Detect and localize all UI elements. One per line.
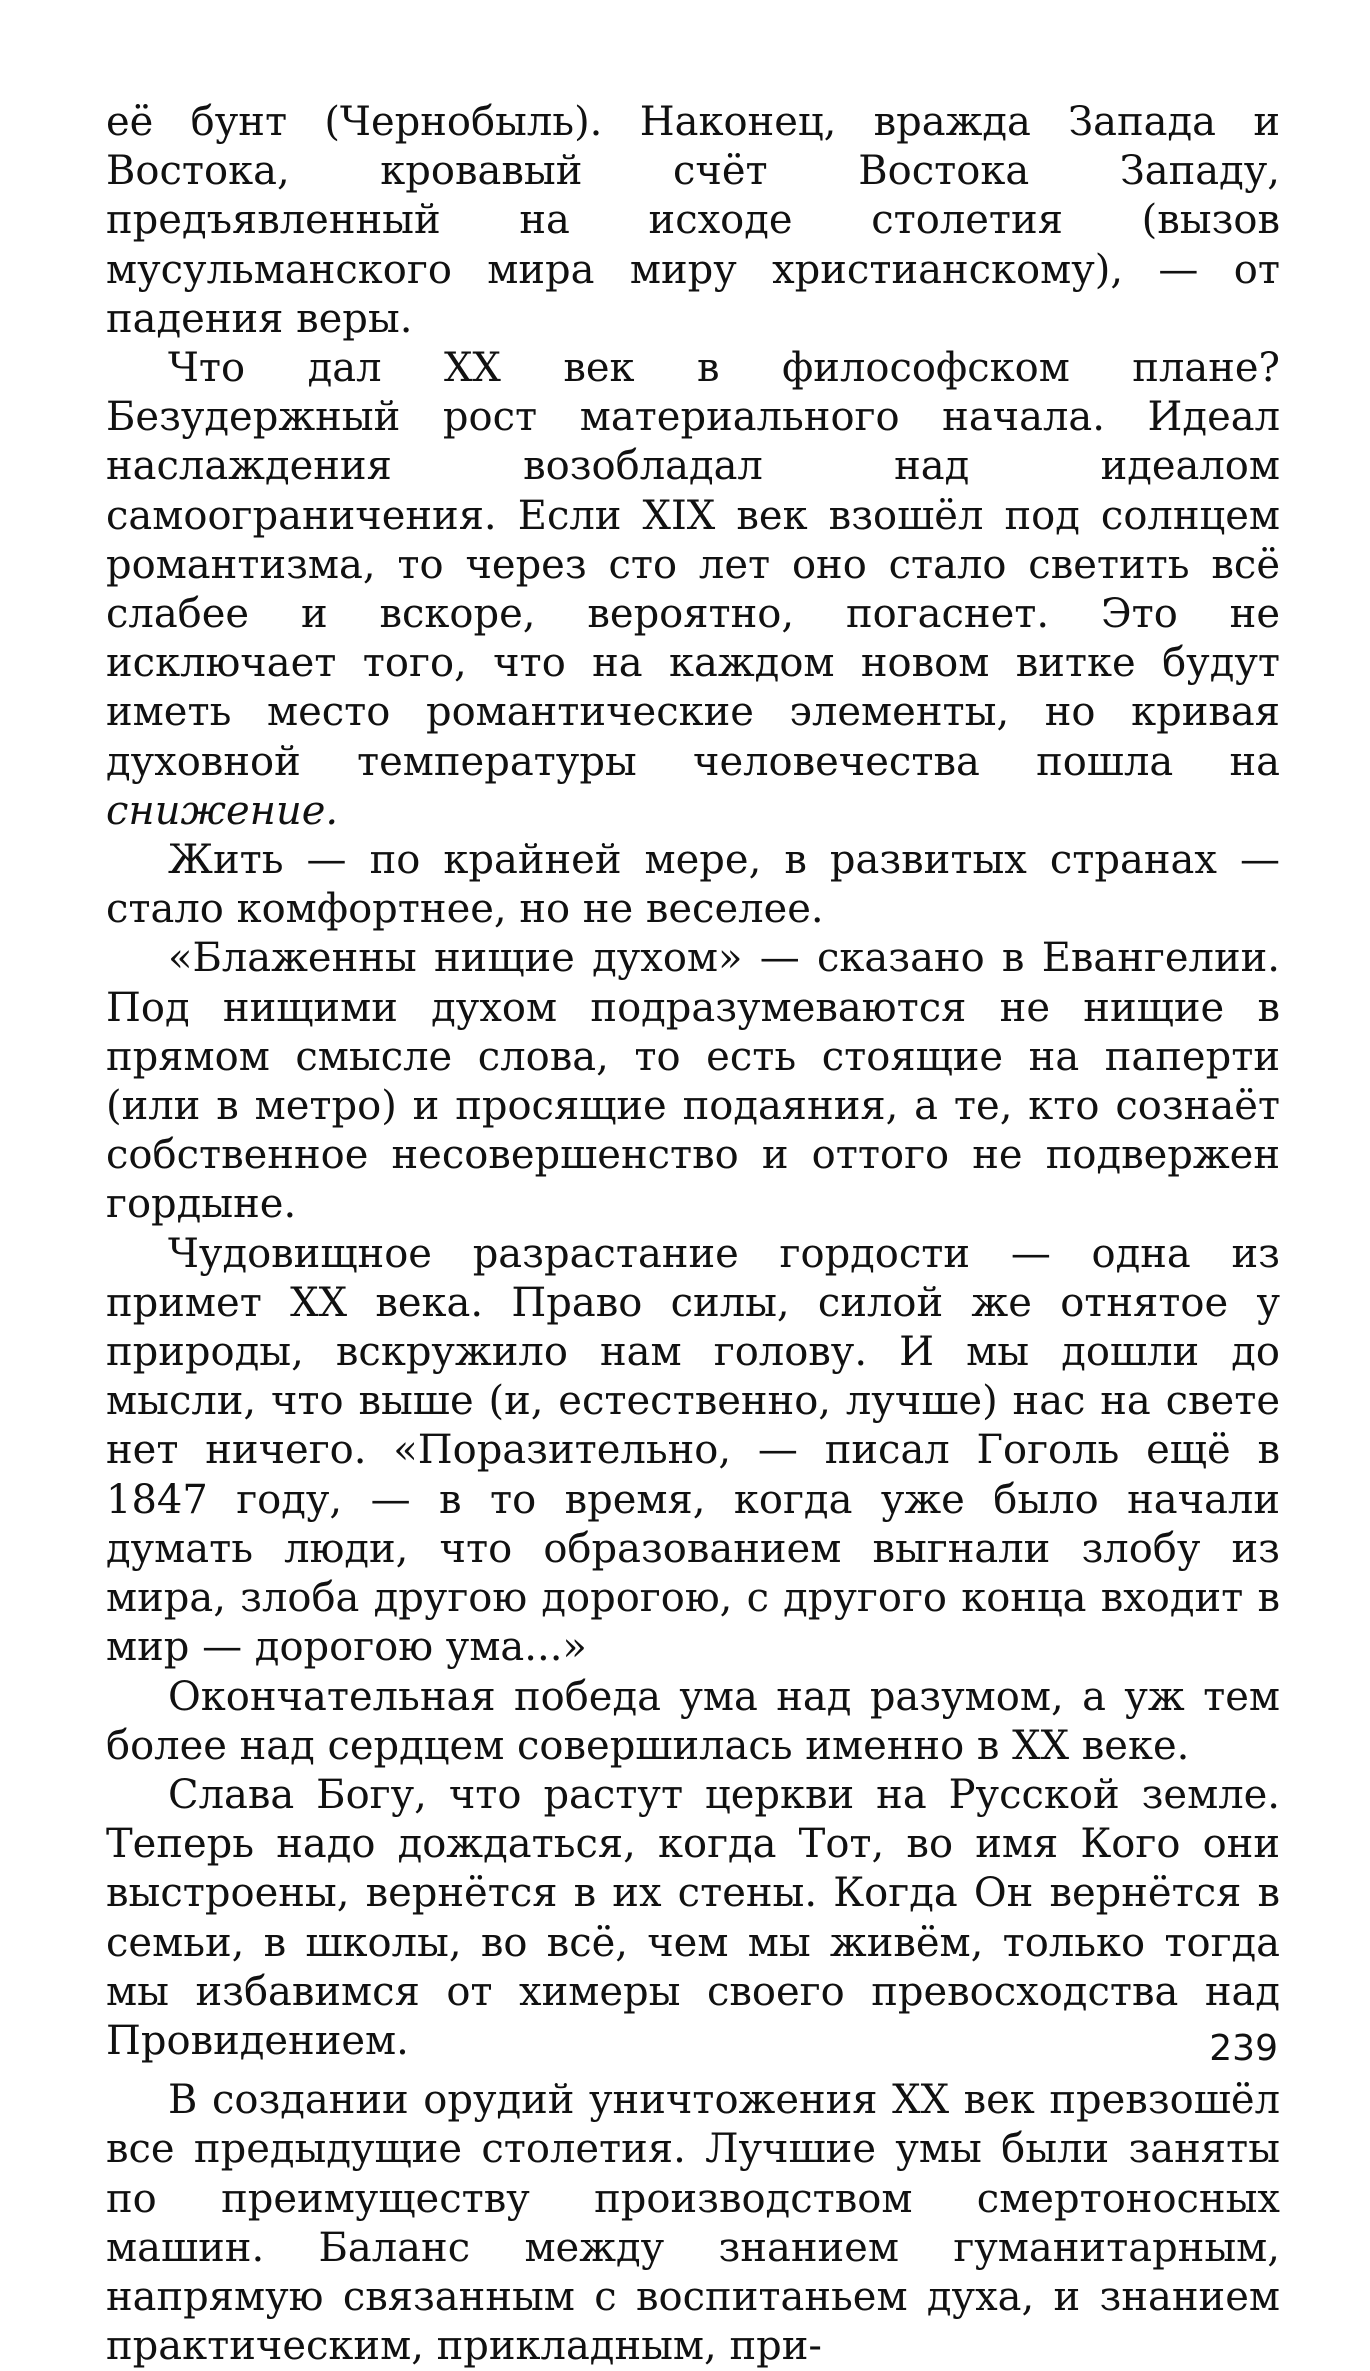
body-text [106, 98, 1280, 2371]
paragraph-2 [106, 344, 1280, 836]
paragraph-7: Слава Богу, что растут церкви на Русской земле. Теперь надо дождаться, когда Тот, во имя Кого они выстроены, вернётся в их стены. Когда Он вернётся в семьи, в школы, во всё, чем мы живём, только тогда мы избавимся от химеры своего превосходства над Провидением. [106, 1771, 1280, 2064]
paragraph-8: В создании орудий уничтожения XX век превзошёл все предыдущие столетия. Лучшие умы были заняты по преимуществу производством смертоносных машин. Баланс между знанием гуманитарным, напрямую связанным с воспитаньем духа, и знанием практическим, прикладным, при- [106, 2077, 1280, 2370]
paragraph-6: Окончательная победа ума над разумом, а уж тем более над сердцем совершилась именно в XX веке. [106, 1673, 1280, 1769]
paragraph-2-text: Что дал XX век в философском плане? Безудержный рост материального начала. Идеал наслаждения возобладал над идеалом самоограничения. Если XIX век взошёл под солнцем романтизма, то через сто лет оно стало светить всё слабее и вскоре, вероятно, погаснет. Это не исключает того, что на каждом новом витке будут иметь место романтические элементы, но кривая духовной температуры человечества пошла на [106, 345, 1280, 785]
page-number: 239 [1209, 2028, 1278, 2069]
paragraph-3: Жить — по крайней мере, в развитых странах — стало комфортнее, но не веселее. [106, 837, 1280, 933]
paragraph-5: Чудовищное разрастание гордости — одна из примет XX века. Право силы, силой же отнятое у природы, вскружило нам голову. И мы дошли до мысли, что выше (и, естественно, лучше) нас на свете нет ничего. «Поразительно, — писал Гоголь ещё в 1847 году, — в то время, когда уже было начали думать люди, что образованием выгнали злобу из мира, злоба другою дорогою, с другого конца входит в мир — дорогою ума...» [106, 1230, 1280, 1671]
paragraph-4: «Блаженны нищие духом» — сказано в Евангелии. Под нищими духом подразумеваются не нищие в прямом смысле слова, то есть стоящие на паперти (или в метро) и просящие подаяния, а те, кто сознаёт собственное несовершенство и оттого не подвержен гордыне. [106, 935, 1280, 1228]
paragraph-1: её бунт (Чернобыль). Наконец, вражда Запада и Востока, кровавый счёт Востока Западу, предъявленный на исходе столетия (вызов мусульманского мира миру христианскому), — от падения веры. [106, 99, 1280, 342]
italic-emphasis: снижение. [106, 787, 339, 834]
